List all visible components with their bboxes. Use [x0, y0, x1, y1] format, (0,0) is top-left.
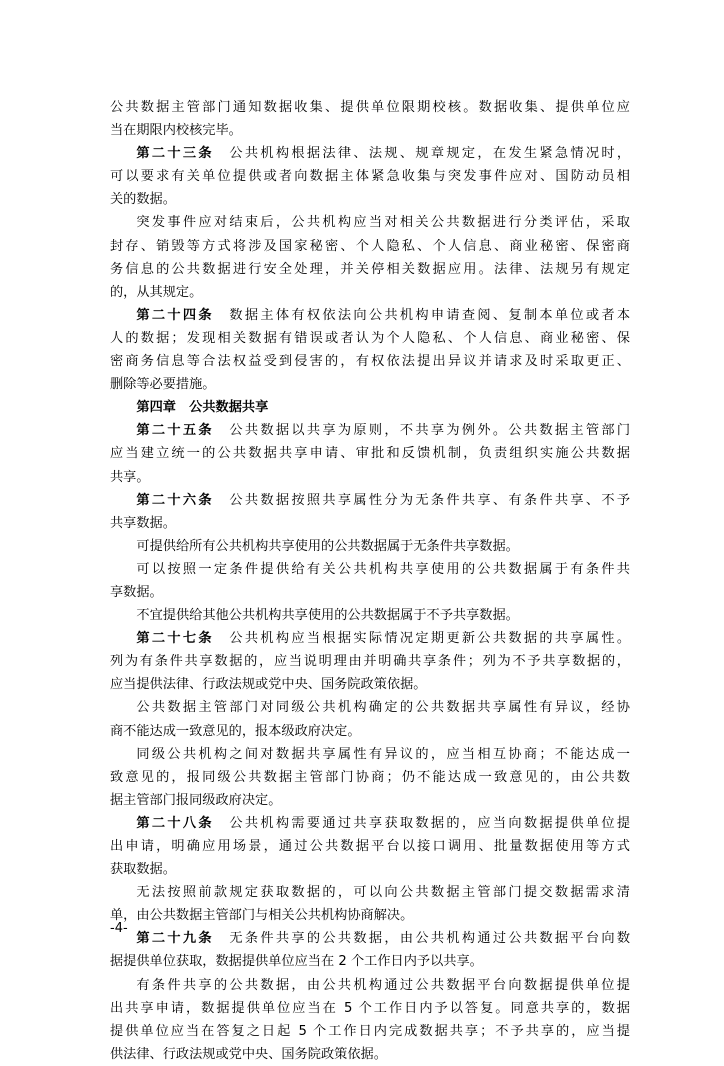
line-text: 公共数据以共享为原则，不共享为例外。公共数据主管部门 [227, 423, 630, 439]
article-number: 第四章 公共数据共享 [136, 400, 269, 416]
paragraph-line [110, 743, 630, 766]
paragraph-line [110, 119, 630, 142]
paragraph-line [110, 997, 630, 1020]
line-text: 共享。 [110, 469, 150, 485]
line-text: 列为有条件共享数据的，应当说明理由并明确共享条件；列为不予共享数据的， [110, 654, 630, 670]
paragraph-line [110, 466, 630, 489]
article-number: 第二十九条 [136, 931, 214, 947]
page-number: -4- [110, 921, 128, 936]
paragraph-line [110, 188, 630, 211]
line-text: 致意见的，报同级公共数据主管部门协商；仍不能达成一致意见的，由公共数 [110, 769, 630, 785]
paragraph-line [110, 789, 630, 812]
paragraph-line [110, 327, 630, 350]
paragraph-line [110, 1043, 630, 1066]
paragraph-line [110, 235, 630, 258]
line-text: 突发事件应对结束后，公共机构应当对相关公共数据进行分类评估，采取 [136, 215, 630, 231]
article-number: 第二十三条 [136, 146, 214, 162]
article-heading-line [110, 627, 630, 650]
paragraph-line [110, 373, 630, 396]
line-text: 当在期限内校核完毕。 [110, 123, 242, 139]
line-text: 商不能达成一致意见的，报本级政府决定。 [110, 723, 361, 739]
paragraph-line [110, 442, 630, 465]
line-text: 公共机构需要通过共享获取数据的，应当向数据提供单位提 [227, 815, 630, 831]
paragraph-line [110, 766, 630, 789]
paragraph-line [110, 535, 630, 558]
line-text: 应当建立统一的公共数据共享申请、审批和反馈机制，负责组织实施公共数据 [110, 446, 630, 462]
paragraph-line [110, 281, 630, 304]
line-text: 公共机构应当根据实际情况定期更新公共数据的共享属性。 [227, 631, 630, 647]
line-text: 同级公共机构之间对数据共享属性有异议的，应当相互协商；不能达成一 [136, 746, 630, 762]
paragraph-line [110, 904, 630, 927]
paragraph-line [110, 211, 630, 234]
line-text: 数据主体有权依法向公共机构申请查阅、复制本单位或者本 [227, 307, 630, 323]
line-text: 出申请，明确应用场景，通过公共数据平台以接口调用、批量数据使用等方式 [110, 839, 630, 854]
line-text: 可以按照一定条件提供给有关公共机构共享使用的公共数据属于有条件共 [136, 561, 630, 577]
line-text: 应当提供法律、行政法规或党中央、国务院政策依据。 [110, 677, 427, 693]
line-text: 共享数据。 [110, 515, 176, 531]
article-number: 第二十八条 [136, 815, 214, 831]
article-heading-line [110, 489, 630, 512]
paragraph-line [110, 950, 630, 973]
article-heading-line [110, 419, 630, 442]
line-text: 提供单位应当在答复之日起 5 个工作日内完成数据共享；不予共享的，应当提 [110, 1023, 630, 1039]
line-text: 公共数据主管部门对同级公共机构确定的公共数据共享属性有异议，经协 [136, 700, 630, 716]
paragraph-line [110, 650, 630, 673]
article-number: 第二十七条 [136, 631, 214, 647]
line-text: 关的数据。 [110, 192, 176, 208]
paragraph-line [110, 1020, 630, 1043]
paragraph-line [110, 350, 630, 373]
paragraph-line [110, 604, 630, 627]
line-text: 供法律、行政法规或党中央、国务院政策依据。 [110, 1046, 387, 1062]
line-text: 无法按照前款规定获取数据的，可以向公共数据主管部门提交数据需求清 [136, 885, 630, 901]
line-text: 公共数据主管部门通知数据收集、提供单位限期校核。数据收集、提供单位应 [110, 100, 630, 115]
line-text: 单，由公共数据主管部门与相关公共机构协商解决。 [110, 908, 414, 924]
paragraph-line [110, 558, 630, 581]
article-number: 第二十六条 [136, 492, 214, 508]
line-text: 封存、销毁等方式将涉及国家秘密、个人隐私、个人信息、商业秘密、保密商 [110, 238, 630, 254]
line-text: 的，从其规定。 [110, 284, 203, 300]
paragraph-line [110, 581, 630, 604]
line-text: 可以要求有关单位提供或者向数据主体紧急收集与突发事件应对、国防动员相 [110, 169, 630, 185]
line-text: 务信息的公共数据进行安全处理，并关停相关数据应用。法律、法规另有规定 [110, 261, 630, 277]
paragraph-line [110, 835, 630, 858]
article-heading-line [110, 927, 630, 950]
line-text: 据提供单位获取，数据提供单位应当在 2 个工作日内予以共享。 [110, 954, 483, 970]
paragraph-line [110, 258, 630, 281]
article-heading-line [110, 304, 630, 327]
article-heading-line [110, 142, 630, 165]
line-text: 获取数据。 [110, 862, 176, 878]
article-number: 第二十四条 [136, 307, 214, 323]
line-text: 据主管部门报同级政府决定。 [110, 792, 282, 808]
paragraph-line [110, 512, 630, 535]
paragraph-line [110, 881, 630, 904]
article-number: 第二十五条 [136, 423, 214, 439]
line-text: 人的数据；发现相关数据有错误或者认为个人隐私、个人信息、商业秘密、保 [110, 330, 630, 346]
line-text: 公共数据按照共享属性分为无条件共享、有条件共享、不予 [227, 492, 630, 508]
article-heading-line [110, 396, 630, 419]
article-heading-line [110, 812, 630, 835]
paragraph-line [110, 696, 630, 719]
line-text: 无条件共享的公共数据，由公共机构通过公共数据平台向数 [227, 931, 630, 947]
document-body [110, 96, 630, 1066]
paragraph-line [110, 974, 630, 997]
line-text: 删除等必要措施。 [110, 377, 216, 393]
line-text: 可提供给所有公共机构共享使用的公共数据属于无条件共享数据。 [136, 538, 519, 554]
line-text: 出共享申请，数据提供单位应当在 5 个工作日内予以答复。同意共享的，数据 [110, 1000, 630, 1016]
paragraph-line [110, 96, 630, 119]
paragraph-line [110, 673, 630, 696]
paragraph-line [110, 720, 630, 743]
line-text: 有条件共享的公共数据，由公共机构通过公共数据平台向数据提供单位提 [136, 977, 630, 993]
line-text: 密商务信息等合法权益受到侵害的，有权依法提出异议并请求及时采取更正、 [110, 354, 630, 370]
line-text: 不宜提供给其他公共机构共享使用的公共数据属于不予共享数据。 [136, 608, 519, 624]
paragraph-line [110, 858, 630, 881]
paragraph-line [110, 165, 630, 188]
line-text: 公共机构根据法律、法规、规章规定，在发生紧急情况时， [227, 146, 630, 162]
line-text: 享数据。 [110, 584, 163, 600]
